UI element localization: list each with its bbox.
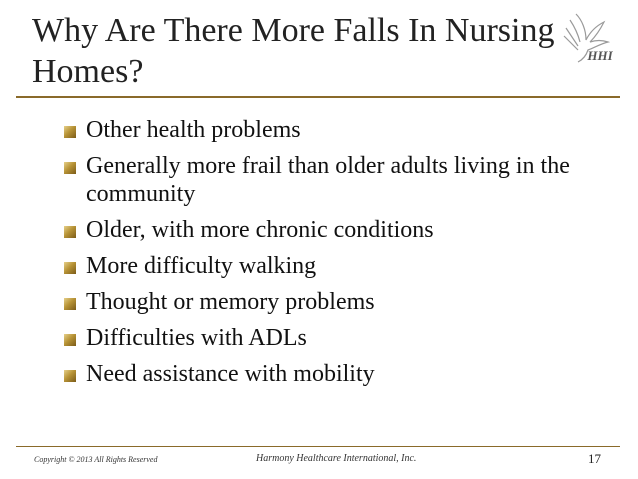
square-bullet-icon — [64, 370, 76, 382]
bullet-text: Older, with more chronic conditions — [86, 217, 434, 243]
square-bullet-icon — [64, 262, 76, 274]
bullet-text: Other health problems — [86, 117, 301, 143]
bullet-text: Difficulties with ADLs — [86, 325, 307, 351]
bullet-item — [62, 288, 602, 316]
bullet-text: Generally more frail than older adults living in the community — [86, 153, 570, 207]
slide-title: Why Are There More Falls In Nursing Homes? — [32, 12, 555, 90]
bullet-list — [62, 116, 602, 396]
square-bullet-icon — [64, 334, 76, 346]
bullet-item — [62, 324, 602, 352]
dove-icon — [556, 6, 618, 76]
square-bullet-icon — [64, 126, 76, 138]
square-bullet-icon — [64, 298, 76, 310]
footer-divider — [16, 446, 620, 447]
square-bullet-icon — [64, 162, 76, 174]
title-divider — [16, 96, 620, 98]
bullet-text: Thought or memory problems — [86, 289, 375, 315]
bullet-item — [62, 152, 602, 208]
bullet-item — [62, 216, 602, 244]
bullet-text: Need assistance with mobility — [86, 361, 375, 387]
bullet-item — [62, 116, 602, 144]
page-number: 17 — [588, 451, 601, 466]
bullet-item — [62, 252, 602, 280]
hhi-logo — [556, 6, 618, 76]
footer-company: Harmony Healthcare International, Inc. — [256, 453, 417, 464]
footer-copyright: Copyright © 2013 All Rights Reserved — [34, 455, 158, 464]
square-bullet-icon — [64, 226, 76, 238]
bullet-text: More difficulty walking — [86, 253, 317, 279]
bullet-item — [62, 360, 602, 388]
logo-text: HHI — [587, 48, 613, 63]
